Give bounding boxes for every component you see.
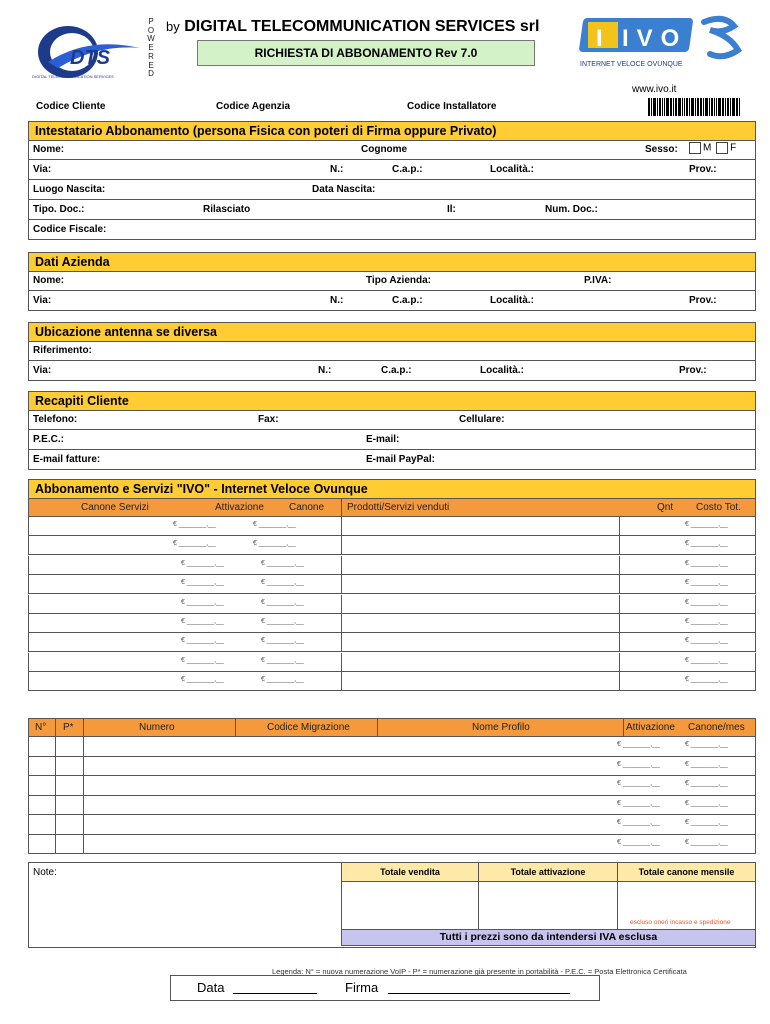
section-recapiti: Recapiti Cliente bbox=[28, 391, 756, 411]
attivazione-amount[interactable]: € _______,__ bbox=[181, 676, 224, 684]
pec-label: P.E.C.: bbox=[33, 434, 64, 445]
canone-amount[interactable]: € _______,__ bbox=[261, 618, 304, 625]
row-riferimento bbox=[28, 341, 756, 361]
row-telefoni bbox=[28, 410, 756, 430]
section-intestatario: Intestatario Abbonamento (persona Fisica con poteri di Firma oppure Privato) bbox=[28, 121, 756, 141]
servizi-row[interactable] bbox=[28, 672, 756, 691]
col-canone: Canone bbox=[289, 502, 325, 513]
costo-amount[interactable]: € _______,__ bbox=[685, 521, 728, 528]
attivazione-amount[interactable]: € _______,__ bbox=[617, 819, 660, 826]
telefono-label: Telefono: bbox=[33, 414, 78, 425]
tipo-azienda-label: Tipo Azienda: bbox=[366, 275, 431, 286]
canone-amount[interactable]: € _______,__ bbox=[253, 540, 296, 548]
col-costo: Costo Tot. bbox=[696, 502, 741, 513]
form-title: RICHIESTA DI ABBONAMENTO Rev 7.0 bbox=[197, 40, 535, 66]
codice-installatore-label: Codice Installatore bbox=[407, 101, 497, 112]
email-paypal-label: E-mail PayPal: bbox=[366, 454, 435, 465]
attivazione-amount[interactable]: € _______,__ bbox=[181, 656, 224, 664]
totale-attivazione-header: Totale attivazione bbox=[478, 862, 618, 882]
ivo-logo-text: IVO bbox=[622, 25, 688, 52]
company-name: DIGITAL TELECOMMUNICATION SERVICES srl bbox=[184, 18, 540, 35]
row-email-fatture bbox=[28, 450, 756, 470]
costo-amount[interactable]: € _______,__ bbox=[685, 618, 728, 625]
sesso-f-label: F bbox=[730, 142, 737, 154]
servizi-row[interactable] bbox=[28, 575, 756, 594]
dts-logo bbox=[28, 18, 146, 82]
totale-vendita-field[interactable] bbox=[341, 881, 479, 930]
col-canone-mes: Canone/mes bbox=[688, 722, 745, 733]
legenda: Legenda: N° = nuova numerazione VoIP - P* = numerazione già presente in portabilità - P.E.C. = Posta Elettronica Certificata bbox=[272, 967, 687, 976]
servizi-row[interactable] bbox=[28, 633, 756, 652]
costo-amount[interactable]: € _______,__ bbox=[685, 676, 728, 684]
canone-amount[interactable]: € _______,__ bbox=[261, 579, 304, 587]
canone-amount[interactable]: € _______,__ bbox=[253, 521, 296, 528]
section-servizi: Abbonamento e Servizi "IVO" - Internet Veloce Ovunque bbox=[28, 479, 756, 499]
ubicazione-localita-label: Località.: bbox=[480, 365, 524, 376]
servizi-row[interactable] bbox=[28, 595, 756, 614]
servizi-row[interactable] bbox=[28, 517, 756, 536]
ubicazione-cap-label: C.a.p.: bbox=[381, 365, 412, 376]
row-indirizzo bbox=[28, 160, 756, 180]
row-pec-email bbox=[28, 430, 756, 450]
nome-label: Nome: bbox=[33, 144, 65, 155]
servizi-row[interactable] bbox=[28, 536, 756, 555]
riferimento-label: Riferimento: bbox=[33, 345, 92, 356]
attivazione-amount[interactable]: € _______,__ bbox=[617, 799, 660, 807]
azienda-localita-label: Località.: bbox=[490, 295, 534, 306]
ubicazione-prov-label: Prov.: bbox=[679, 365, 707, 376]
costo-amount[interactable]: € _______,__ bbox=[685, 637, 728, 645]
codice-agenzia-label: Codice Agenzia bbox=[216, 101, 291, 112]
col-attivazione-num: Attivazione bbox=[626, 722, 675, 733]
section-ubicazione: Ubicazione antenna se diversa bbox=[28, 322, 756, 342]
canone-amount[interactable]: € _______,__ bbox=[261, 656, 304, 664]
provincia-label: Prov.: bbox=[689, 164, 717, 175]
data-label: Data bbox=[197, 980, 225, 995]
attivazione-amount[interactable]: € _______,__ bbox=[617, 780, 660, 787]
attivazione-amount[interactable]: € _______,__ bbox=[617, 741, 660, 748]
email-label: E-mail: bbox=[366, 434, 400, 445]
costo-amount[interactable]: € _______,__ bbox=[685, 656, 728, 664]
escluso-note: escluso oneri incasso e spedizione bbox=[630, 919, 731, 926]
signature-box bbox=[170, 975, 600, 1001]
rilasciato-label: Rilasciato bbox=[203, 204, 251, 215]
costo-amount[interactable]: € _______,__ bbox=[685, 559, 728, 567]
company-heading bbox=[166, 18, 539, 36]
svg-text:I: I bbox=[596, 25, 603, 52]
servizi-table-header bbox=[28, 498, 756, 517]
barcode bbox=[648, 98, 756, 116]
numero-civico-label: N.: bbox=[330, 164, 344, 175]
codice-fiscale-label: Codice Fiscale: bbox=[33, 224, 107, 235]
row-nome-cognome bbox=[28, 140, 756, 160]
totale-vendita-header: Totale vendita bbox=[341, 862, 479, 882]
note-label: Note: bbox=[33, 867, 57, 878]
by-label: by bbox=[166, 19, 180, 34]
azienda-nome-label: Nome: bbox=[33, 275, 65, 286]
attivazione-amount[interactable]: € _______,__ bbox=[181, 579, 224, 587]
row-nascita bbox=[28, 180, 756, 200]
localita-label: Località.: bbox=[490, 164, 534, 175]
totale-attivazione-field[interactable] bbox=[478, 881, 618, 930]
attivazione-amount[interactable]: € _______,__ bbox=[617, 760, 660, 768]
sesso-m-checkbox[interactable] bbox=[689, 142, 701, 154]
powered-vertical: P O W E R E D bbox=[147, 17, 155, 79]
sesso-m-label: M bbox=[703, 142, 712, 154]
azienda-cap-label: C.a.p.: bbox=[392, 295, 423, 306]
cap-label: C.a.p.: bbox=[392, 164, 423, 175]
numeri-row[interactable] bbox=[28, 737, 756, 757]
attivazione-amount[interactable]: € _______,__ bbox=[181, 559, 224, 567]
luogo-nascita-label: Luogo Nascita: bbox=[33, 184, 106, 195]
canone-amount[interactable]: € _______,__ bbox=[261, 559, 304, 567]
servizi-row[interactable] bbox=[28, 614, 756, 633]
fax-label: Fax: bbox=[258, 414, 279, 425]
row-documento bbox=[28, 200, 756, 220]
col-nome-profilo: Nome Profilo bbox=[472, 722, 530, 733]
azienda-via-label: Via: bbox=[33, 295, 52, 306]
col-n: N° bbox=[35, 722, 47, 733]
dts-logo-text: DTS bbox=[70, 47, 110, 69]
via-label: Via: bbox=[33, 164, 52, 175]
canone-amount[interactable]: € _______,__ bbox=[261, 598, 304, 606]
ubicazione-n-label: N.: bbox=[318, 365, 332, 376]
col-prodotti: Prodotti/Servizi venduti bbox=[347, 502, 450, 513]
cellulare-label: Cellulare: bbox=[459, 414, 505, 425]
data-field[interactable] bbox=[233, 993, 317, 994]
col-qnt: Qnt bbox=[657, 502, 674, 513]
firma-field[interactable] bbox=[388, 993, 570, 994]
iva-esclusa-banner: Tutti i prezzi sono da intendersi IVA esclusa bbox=[341, 929, 756, 946]
sesso-label: Sesso: bbox=[645, 144, 678, 155]
col-canone-servizi: Canone Servizi bbox=[81, 502, 149, 513]
section-azienda: Dati Azienda bbox=[28, 252, 756, 272]
numeri-row[interactable] bbox=[28, 776, 756, 796]
canone-amount[interactable]: € _______,__ bbox=[685, 741, 728, 748]
costo-amount[interactable]: € _______,__ bbox=[685, 598, 728, 606]
email-fatture-label: E-mail fatture: bbox=[33, 454, 101, 465]
num-doc-label: Num. Doc.: bbox=[545, 204, 598, 215]
row-azienda-nome bbox=[28, 271, 756, 291]
numeri-row[interactable] bbox=[28, 835, 756, 855]
sesso-options bbox=[687, 142, 736, 154]
tipo-doc-label: Tipo. Doc.: bbox=[33, 204, 85, 215]
canone-amount[interactable]: € _______,__ bbox=[685, 760, 728, 768]
attivazione-amount[interactable]: € _______,__ bbox=[617, 838, 660, 846]
sesso-f-checkbox[interactable] bbox=[716, 142, 728, 154]
data-nascita-label: Data Nascita: bbox=[312, 184, 376, 195]
azienda-prov-label: Prov.: bbox=[689, 295, 717, 306]
il-label: Il: bbox=[447, 204, 456, 215]
canone-amount[interactable]: € _______,__ bbox=[261, 637, 304, 645]
canone-amount[interactable]: € _______,__ bbox=[685, 780, 728, 787]
col-numero: Numero bbox=[139, 722, 175, 733]
canone-amount[interactable]: € _______,__ bbox=[261, 676, 304, 684]
servizi-row[interactable] bbox=[28, 556, 756, 575]
attivazione-amount[interactable]: € _______,__ bbox=[181, 598, 224, 606]
firma-label: Firma bbox=[345, 980, 379, 995]
attivazione-amount[interactable]: € _______,__ bbox=[181, 618, 224, 625]
costo-amount[interactable]: € _______,__ bbox=[685, 540, 728, 548]
ivo-tagline: INTERNET VELOCE OVUNQUE bbox=[580, 61, 683, 68]
servizi-row[interactable] bbox=[28, 653, 756, 672]
row-codice-fiscale bbox=[28, 220, 756, 240]
ivo-url[interactable]: www.ivo.it bbox=[632, 84, 677, 95]
costo-amount[interactable]: € _______,__ bbox=[685, 579, 728, 587]
numeri-row[interactable] bbox=[28, 796, 756, 816]
numeri-row[interactable] bbox=[28, 815, 756, 835]
ubicazione-via-label: Via: bbox=[33, 365, 52, 376]
azienda-n-label: N.: bbox=[330, 295, 344, 306]
attivazione-amount[interactable]: € _______,__ bbox=[181, 637, 224, 645]
col-p: P* bbox=[63, 722, 74, 733]
numeri-table-header bbox=[28, 718, 756, 737]
canone-amount[interactable]: € _______,__ bbox=[685, 838, 728, 846]
row-ubicazione-indirizzo bbox=[28, 361, 756, 381]
numeri-row[interactable] bbox=[28, 757, 756, 777]
attivazione-amount[interactable]: € _______,__ bbox=[173, 540, 216, 548]
cognome-label: Cognome bbox=[361, 144, 408, 155]
totale-canone-header: Totale canone mensile bbox=[617, 862, 756, 882]
col-codice-migrazione: Codice Migrazione bbox=[267, 722, 350, 733]
ivo-logo bbox=[574, 14, 750, 76]
canone-amount[interactable]: € _______,__ bbox=[685, 819, 728, 826]
codice-cliente-label: Codice Cliente bbox=[36, 101, 106, 112]
dts-logo-sub: DIGITAL TELECOMMUNICATION SERVICES bbox=[32, 74, 114, 79]
canone-amount[interactable]: € _______,__ bbox=[685, 799, 728, 807]
piva-label: P.IVA: bbox=[584, 275, 612, 286]
row-azienda-indirizzo bbox=[28, 291, 756, 311]
attivazione-amount[interactable]: € _______,__ bbox=[173, 521, 216, 528]
col-attivazione: Attivazione bbox=[215, 502, 264, 513]
